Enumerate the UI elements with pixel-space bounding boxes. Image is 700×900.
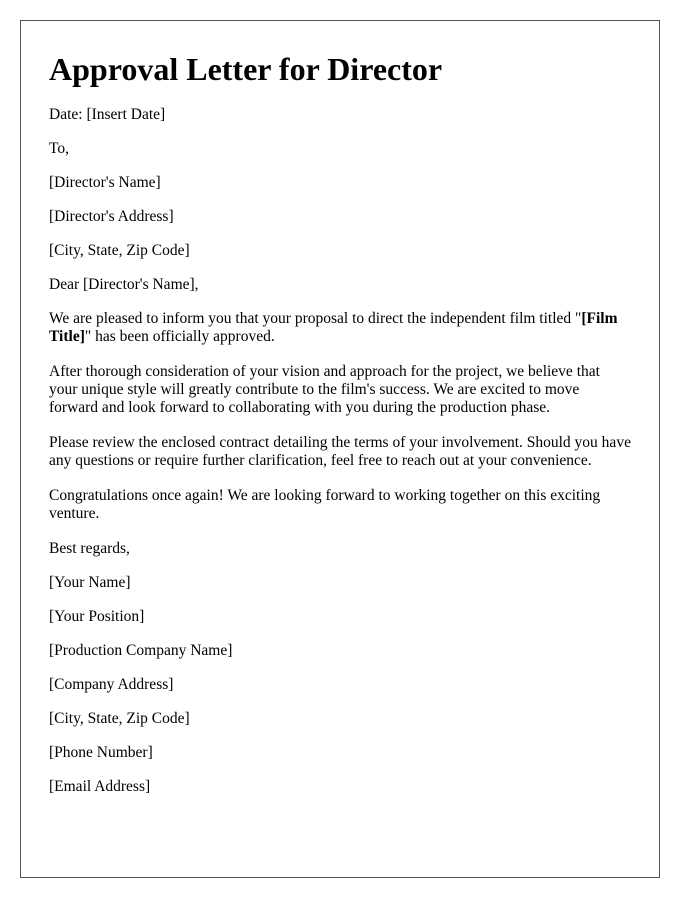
sender-city-state-zip: [City, State, Zip Code] xyxy=(49,710,190,727)
letter-title: Approval Letter for Director xyxy=(49,51,443,87)
sender-name: [Your Name] xyxy=(49,574,131,591)
sender-email: [Email Address] xyxy=(49,778,151,795)
sender-position: [Your Position] xyxy=(49,608,145,625)
to-line: To, xyxy=(49,140,70,157)
date-line: Date: [Insert Date] xyxy=(49,106,166,123)
film-title: [Film Title] xyxy=(49,310,618,345)
paragraph-contract: Please review the enclosed contract detailing the terms of your involvement. Should you have any questions or require further clarification, feel free to reach out at your convenience. xyxy=(49,434,631,469)
closing: Best regards, xyxy=(49,540,130,557)
paragraph-congratulations: Congratulations once again! We are looking forward to working together on this exciting venture. xyxy=(49,487,601,522)
paragraph-approval-after: " has been officially approved. xyxy=(84,328,275,345)
recipient-name: [Director's Name] xyxy=(49,174,161,191)
paragraph-consideration: After thorough consideration of your vision and approach for the project, we believe that your unique style will greatly contribute to the film's success. We are excited to move forward and look forward to collaborating with you during the production phase. xyxy=(49,363,600,416)
recipient-city-state-zip: [City, State, Zip Code] xyxy=(49,242,190,259)
paragraph-approval-before: We are pleased to inform you that your proposal to direct the independent film titled " xyxy=(49,310,582,327)
sender-company: [Production Company Name] xyxy=(49,642,233,659)
salutation: Dear [Director's Name], xyxy=(49,276,199,293)
paragraph-approval xyxy=(49,310,631,346)
sender-phone: [Phone Number] xyxy=(49,744,153,761)
recipient-address: [Director's Address] xyxy=(49,208,174,225)
letter-document xyxy=(20,20,660,878)
sender-company-address: [Company Address] xyxy=(49,676,174,693)
